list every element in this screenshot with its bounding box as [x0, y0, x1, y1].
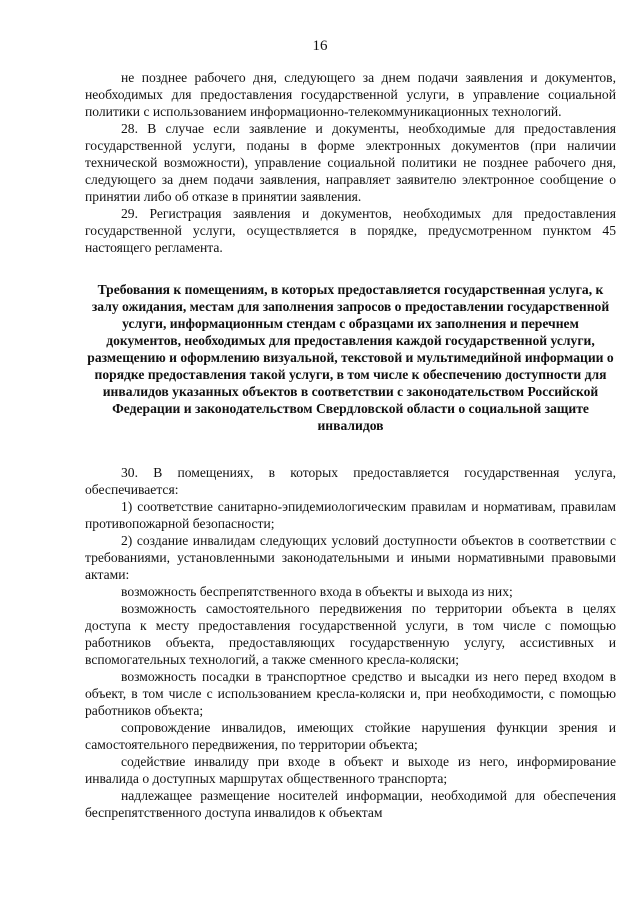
sub-item-assistance: содействие инвалиду при входе в объект и выходе из него, информирование инвалида о доступных маршрутах общественного транспорта; — [85, 754, 616, 786]
paragraph-30: 30. В помещениях, в которых предоставляется государственная услуга, обеспечивается: — [85, 465, 616, 497]
sub-item-transport: возможность посадки в транспортное средство и высадки из него перед входом в объект, в том числе с использованием кресла-коляски и, при необходимости, с помощью работников объекта; — [85, 669, 616, 718]
sub-item-escort: сопровождение инвалидов, имеющих стойкие нарушения функции зрения и самостоятельного передвижения, по территории объекта; — [85, 720, 616, 752]
page-number: 16 — [312, 38, 328, 54]
list-item-1: 1) соответствие санитарно-эпидемиологическим правилам и нормативам, правилам противопожарной безопасности; — [85, 499, 616, 531]
sub-item-entrance: возможность беспрепятственного входа в объекты и выхода из них; — [121, 584, 513, 599]
sub-item-information: надлежащее размещение носителей информации, необходимой для обеспечения беспрепятственного доступа инвалидов к объектам — [85, 788, 616, 820]
list-item-2: 2) создание инвалидам следующих условий доступности объектов в соответствии с требованиями, установленными законодательными и иными нормативными правовыми актами: — [85, 533, 616, 582]
paragraph-28: 28. В случае если заявление и документы, необходимые для предоставления государственной услуги, поданы в форме электронных документов (при наличии технической возможности), управление социальной политики не позднее рабочего дня, следующего за днем подачи заявления, направляет заявителю электронное сообщение о принятии либо об отказе в принятии заявления. — [85, 121, 616, 204]
document-body — [85, 69, 616, 821]
paragraph-continuation: не позднее рабочего дня, следующего за днем подачи заявления и документов, необходимых для предоставления государственной услуги, в управление социальной политики с использованием информационно-телекоммуникационных технологий. — [85, 70, 616, 119]
sub-item-movement: возможность самостоятельного передвижения по территории объекта в целях доступа к месту предоставления государственной услуги, в том числе с помощью работников объекта, предоставляющих государственную услугу, ассистивных и вспомогательных технологий, а также сменного кресла-коляски; — [85, 601, 616, 667]
section-heading: Требования к помещениям, в которых предоставляется государственная услуга, к залу ожидания, местам для заполнения запросов о предоставлении государственной услуги, информационным стендам с образцами их заполнения и перечнем документов, необходимых для предоставления каждой государственной услуги, размещению и оформлению визуальной, текстовой и мультимедийной информации о порядке предоставления такой услуги, в том числе к обеспечению доступности для инвалидов указанных объектов в соответствии с законодательством Российской Федерации и законодательством Свердловской области о социальной защите инвалидов — [87, 282, 614, 433]
paragraph-29: 29. Регистрация заявления и документов, необходимых для предоставления государственной услуги, осуществляется в порядке, предусмотренном пунктом 45 настоящего регламента. — [85, 206, 616, 255]
